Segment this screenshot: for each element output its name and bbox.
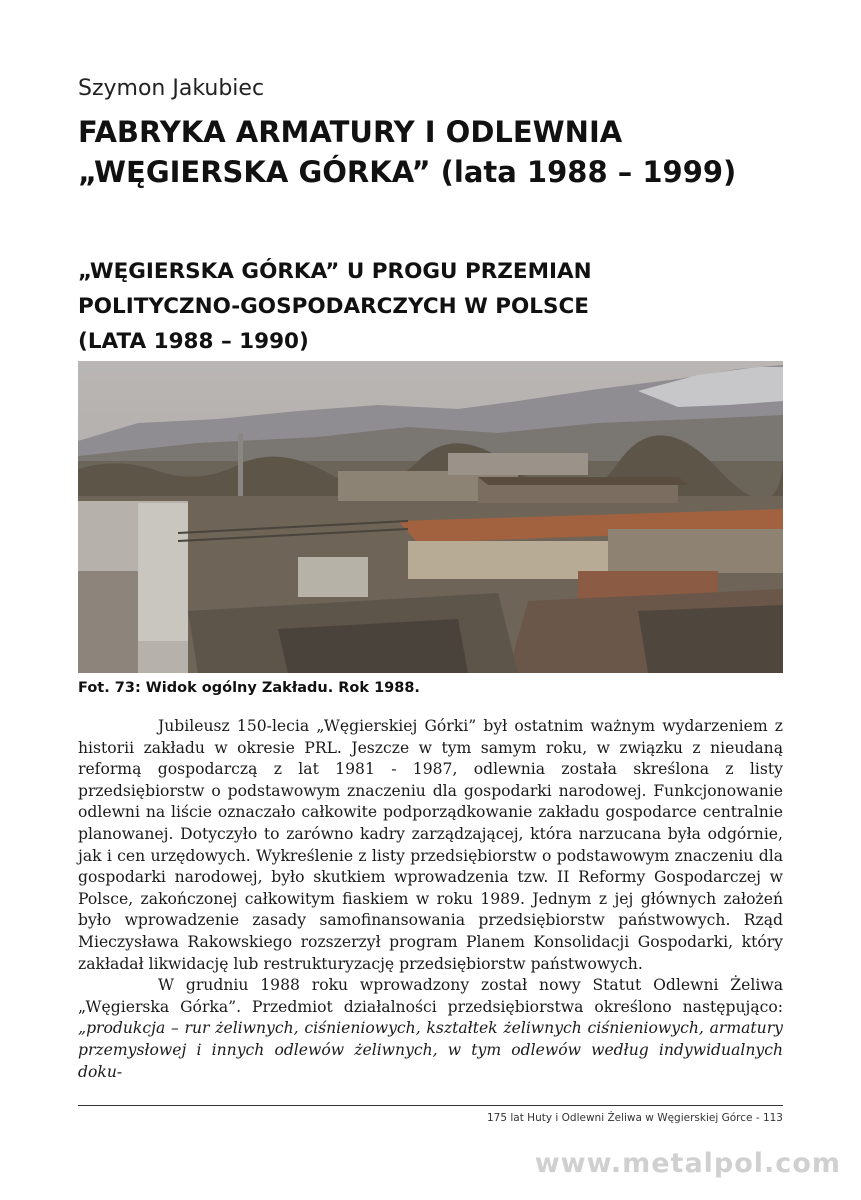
title-line-1: FABRYKA ARMATURY I ODLEWNIA: [78, 115, 623, 149]
author-name: Szymon Jakubiec: [78, 76, 265, 101]
watermark: www.metalpol.com: [534, 1148, 841, 1179]
section-heading: [78, 254, 798, 359]
paragraph-2-text: W grudniu 1988 roku wprowadzony został nowy Statut Odlewni Żeliwa „Węgierska Górka”. Przedmiot działalności przedsiębiorstwa określono następująco:: [78, 976, 783, 1016]
footer-rule: [78, 1105, 783, 1106]
paragraph-2: [78, 975, 783, 1083]
title-line-2: „WĘGIERSKA GÓRKA” (lata 1988 – 1999): [78, 155, 737, 189]
article-title: [78, 112, 798, 192]
section-line-1: „WĘGIERSKA GÓRKA” U PROGU PRZEMIAN: [78, 259, 592, 284]
section-line-2: POLITYCZNO-GOSPODARCZYCH W POLSCE: [78, 294, 589, 319]
article-body: [78, 716, 783, 1083]
section-line-3: (LATA 1988 – 1990): [78, 329, 309, 354]
paragraph-2-quote: „produkcja – rur żeliwnych, ciśnieniowych, kształtek żeliwnych ciśnieniowych, armatury przemysłowej i innych odlewów żeliwnych, w tym odlewów według indywidualnych doku-: [78, 1019, 783, 1081]
factory-photo: [78, 361, 783, 673]
page-footer: 175 lat Huty i Odlewni Żeliwa w Węgierskiej Górce - 113: [486, 1112, 783, 1124]
paragraph-1: Jubileusz 150-lecia „Węgierskiej Górki” był ostatnim ważnym wydarzeniem z historii zakładu w okresie PRL. Jeszcze w tym samym roku, w związku z nieudaną reformą gospodarczą z lat 1981 - 1987, odlewnia została skreślona z listy przedsiębiorstw o podstawowym znaczeniu dla gospodarki narodowej. Funkcjonowanie odlewni na liście oznaczało całkowite podporządkowanie zakładu gospodarce centralnie planowanej. Dotyczyło to zarówno kadry zarządzającej, która narzucana była odgórnie, jak i cen urzędowych. Wykreślenie z listy przedsiębiorstw o podstawowym znaczeniu dla gospodarki narodowej, było skutkiem wprowadzenia tzw. II Reformy Gospodarczej w Polsce, zakończonej całkowitym fiaskiem w roku 1989. Jednym z jej głównych założeń było wprowadzenie zasady samofinansowania przedsiębiorstw państwowych. Rząd Mieczysława Rakowskiego rozszerzył program Planem Konsolidacji Gospodarki, który zakładał likwidację lub restrukturyzację przedsiębiorstw państwowych.: [78, 717, 783, 973]
photo-caption: Fot. 73: Widok ogólny Zakładu. Rok 1988.: [78, 680, 420, 696]
